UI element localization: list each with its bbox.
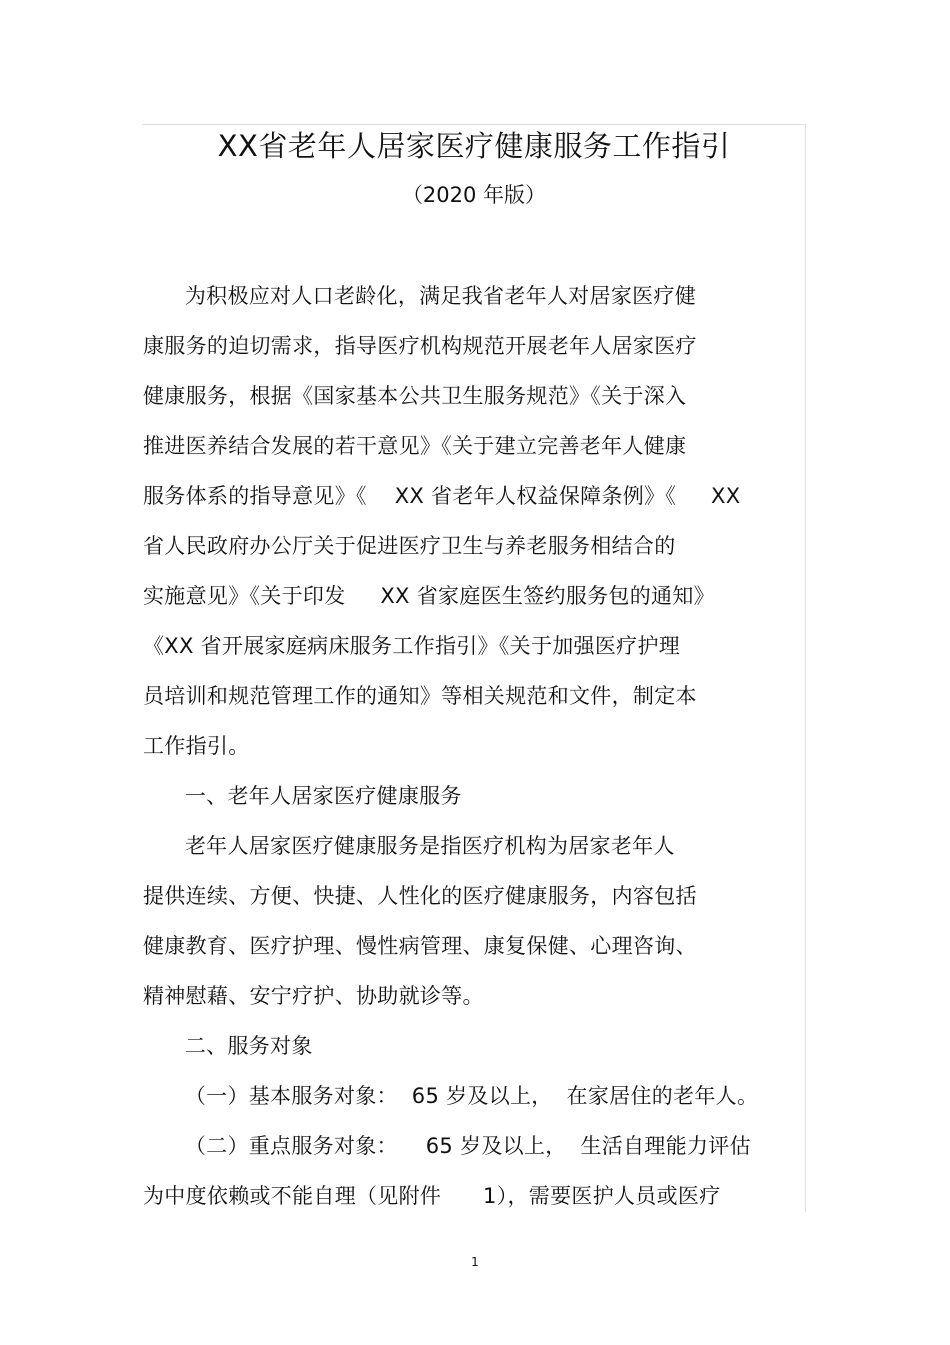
body-line: 省人民政府办公厅关于促进医疗卫生与养老服务相结合的	[143, 534, 676, 558]
body-line: 推进医养结合发展的若干意见》《关于建立完善老年人健康	[143, 434, 687, 458]
body-line: （一）基本服务对象： 65 岁及以上， 在家居住的老年人。	[143, 1084, 759, 1108]
body-line: 健康教育、医疗护理、慢性病管理、康复保健、心理咨询、	[143, 934, 697, 958]
body-line: 工作指引。	[143, 734, 250, 758]
document-title: XX省老年人居家医疗健康服务工作指引	[217, 129, 731, 163]
body-line: 为中度依赖或不能自理（见附件 1），需要医护人员或医疗	[143, 1184, 721, 1208]
section-heading: 二、服务对象	[143, 1034, 313, 1058]
page-number: 1	[471, 1255, 479, 1269]
body-line: 老年人居家医疗健康服务是指医疗机构为居家老年人	[143, 834, 675, 858]
body-line: 康服务的迫切需求，指导医疗机构规范开展老年人居家医疗	[143, 334, 697, 358]
section-heading: 一、老年人居家医疗健康服务	[143, 784, 462, 808]
body-line: 为积极应对人口老龄化，满足我省老年人对居家医疗健	[143, 284, 697, 308]
body-line: 提供连续、方便、快捷、人性化的医疗健康服务，内容包括	[143, 884, 697, 908]
body-line: 实施意见》《关于印发 XX 省家庭医生签约服务包的通知》	[143, 584, 715, 608]
body-line: 服务体系的指导意见》《 XX 省老年人权益保障条例》《 XX	[143, 484, 741, 508]
body-line: 精神慰藉、安宁疗护、协助就诊等。	[143, 984, 484, 1008]
body-line: 健康服务，根据《国家基本公共卫生服务规范》《关于深入	[143, 384, 687, 408]
body-line: 员培训和规范管理工作的通知》等相关规范和文件，制定本	[143, 684, 697, 708]
document-subtitle: （2020 年版）	[401, 183, 547, 207]
body-line: （二）重点服务对象： 65 岁及以上， 生活自理能力评估	[143, 1134, 751, 1158]
body-line: 《XX 省开展家庭病床服务工作指引》《关于加强医疗护理	[143, 634, 681, 658]
